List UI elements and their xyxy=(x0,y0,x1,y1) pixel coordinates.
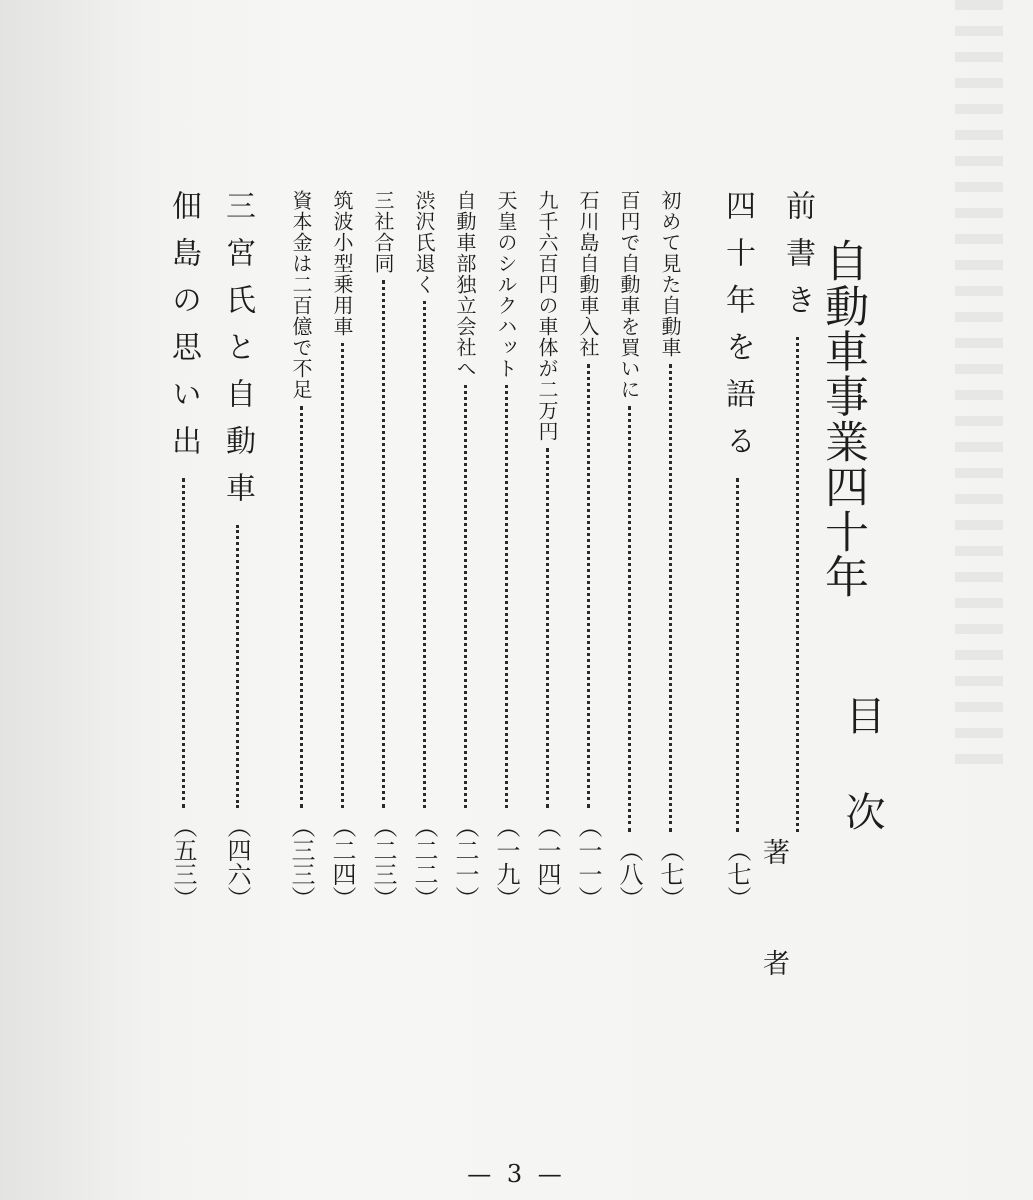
toc-entry xyxy=(780,190,815,910)
book-title: 自動車事業四十年 xyxy=(817,238,868,598)
toc-entry xyxy=(617,190,641,910)
toc-entry-page: （八） xyxy=(615,838,643,910)
dot-leader xyxy=(300,406,303,808)
toc-entry-page: （一九） xyxy=(492,814,520,910)
toc-entry-page: （二四） xyxy=(328,814,356,910)
toc-entry xyxy=(720,190,755,910)
toc-entry xyxy=(658,190,682,910)
toc-entry xyxy=(453,190,477,910)
toc-entry-label: 九千六百円の車体が二万円 xyxy=(535,190,559,442)
toc-entry-page: （二二） xyxy=(410,814,438,910)
toc-entry-label: 百円で自動車を買いに xyxy=(617,190,641,400)
toc-entry xyxy=(535,190,559,910)
author-label: 著者 xyxy=(758,838,789,1060)
toc-entry-label: 自動車部独立会社へ xyxy=(453,190,477,379)
toc-entry-label: 石川島自動車入社 xyxy=(576,190,600,358)
toc-entry-page: （五三） xyxy=(169,814,197,910)
toc-entry xyxy=(289,190,313,910)
toc-entry-label: 資本金は二百億で不足 xyxy=(289,190,313,400)
show-through-bleed xyxy=(955,0,1003,780)
toc-entry-page: （七） xyxy=(723,838,751,910)
toc-entry xyxy=(412,190,436,910)
toc-entry-label: 渋沢氏退く xyxy=(412,190,436,295)
toc-heading: 目次 xyxy=(839,695,885,887)
toc-entry-page: （四六） xyxy=(223,814,251,910)
toc-entry-label: 四十年を語る xyxy=(720,190,755,472)
dot-leader xyxy=(628,406,631,832)
toc-entry-page: （三三） xyxy=(287,814,315,910)
dot-leader xyxy=(182,478,185,808)
toc-entry-page: （二一） xyxy=(451,814,479,910)
dot-leader xyxy=(796,337,799,832)
toc-entry xyxy=(371,190,395,910)
toc-entry-label: 三宮氏と自動車 xyxy=(220,190,255,519)
dot-leader xyxy=(546,448,549,808)
page-edge-shadow xyxy=(0,0,150,1200)
toc-entry-label: 天皇のシルクハット xyxy=(494,190,518,379)
dot-leader xyxy=(736,478,739,832)
dot-leader xyxy=(423,301,426,808)
dot-leader xyxy=(669,364,672,832)
dot-leader xyxy=(236,525,239,808)
dot-leader xyxy=(341,343,344,808)
toc-entry xyxy=(220,190,255,910)
toc-entry-page: （二三） xyxy=(369,814,397,910)
dot-leader xyxy=(382,280,385,808)
toc-entry xyxy=(330,190,354,910)
toc-entry-page: （七） xyxy=(656,838,684,910)
toc-entry xyxy=(166,190,201,910)
toc-entry-page: （一一） xyxy=(574,814,602,910)
dot-leader xyxy=(587,364,590,808)
toc-entry-label: 前書き xyxy=(780,190,815,331)
toc-entry-label: 三社合同 xyxy=(371,190,395,274)
toc-entry xyxy=(494,190,518,910)
dot-leader xyxy=(505,385,508,808)
toc-entry-page: （一四） xyxy=(533,814,561,910)
toc-entry-label: 佃島の思い出 xyxy=(166,190,201,472)
dot-leader xyxy=(464,385,467,808)
page-number-footer: — 3 — xyxy=(467,1160,566,1188)
toc-entry xyxy=(576,190,600,910)
toc-entry-label: 初めて見た自動車 xyxy=(658,190,682,358)
toc-entry-label: 筑波小型乗用車 xyxy=(330,190,354,337)
